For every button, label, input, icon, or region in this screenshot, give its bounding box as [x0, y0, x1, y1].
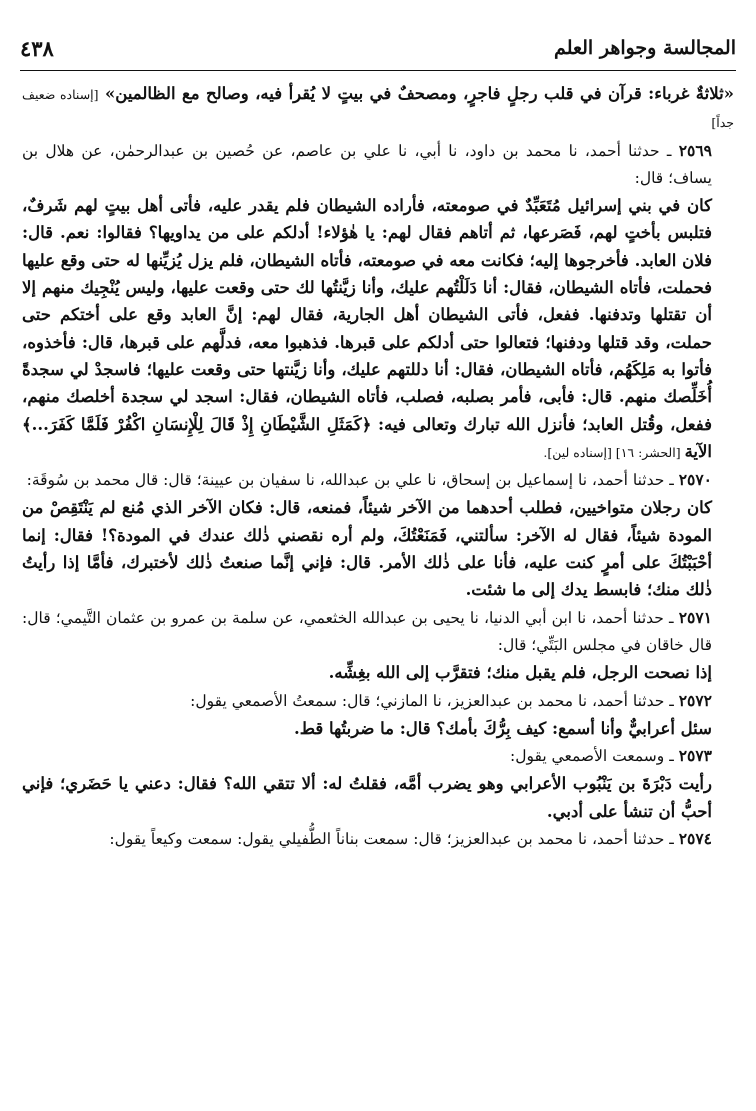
page-header: [20, 28, 736, 68]
hadith-text: سئل أعرابيٌّ وأنا أسمع: كيف بِرُّكَ بأمك؟ قال: ما ضربتُها قط.: [293, 718, 712, 738]
quote-text: «ثلاثةٌ غرباء: قرآن في قلب رجلٍ فاجرٍ، ومصحفٌ في بيتٍ لا يُقرأ فيه، وصالح مع الظالمين»: [104, 84, 734, 103]
chain-text: ـ حدثنا أحمد، نا ابن أبي الدنيا، نا يحيى بن عبدالله الخثعمي، عن سلمة بن عمرو بن عثمان التَّيمي؛ قال: قال خاقان في مجلس البَتِّي؛ قال:: [22, 608, 712, 654]
chain-text: ـ وسمعت الأصمعي يقول:: [509, 747, 679, 766]
hadith-chain: [22, 604, 734, 660]
hadith-chain: [22, 742, 734, 770]
hadith-number: ٢٥٦٩: [678, 140, 712, 160]
chain-text: ـ حدثنا أحمد، نا محمد بن داود، نا أبي، نا علي بن عاصم، عن حُصين بن عبدالرحمٰن، عن هلال بن يساف؛ قال:: [22, 141, 712, 187]
hadith-number: ٢٥٧٣: [678, 746, 712, 766]
hadith-text: كان رجلان متواخيين، فطلب أحدهما من الآخر شيئاً، فمنعه، قال: فكان الآخر الذي مُنع لم يَنْتَقِصْ من المودة شيئاً، فقال له الآخر: سألتني، فَمَنَعْتُكَ، ولم أره نقصني ذٰلك عندك في المودة؟! فقال: إنما أحْبَبْتُكَ على أمرٍ كنت عليه، فأنا على ذٰلك الأمر. قال: فإني إنَّما صنعتُ ذٰلك لأختبرك، فأمَّا إذا رأيتُ ذٰلك منك؛ فابسط يدك إلى ما شئت.: [22, 498, 712, 600]
header-divider: [20, 70, 736, 71]
hadith-text: [22, 80, 734, 137]
hadith-number: ٢٥٧٢: [678, 690, 712, 710]
hadith-chain: [22, 825, 734, 853]
hadith-chain: [22, 466, 734, 494]
hadith-number: ٢٥٧١: [678, 607, 712, 627]
chain-text: ـ حدثنا أحمد، نا محمد بن عبدالعزيز، نا المازني؛ قال: سمعتُ الأصمعي يقول:: [190, 691, 679, 710]
chain-text: ـ حدثنا أحمد، نا إسماعيل بن إسحاق، نا علي بن عبدالله، نا سفيان بن عيينة؛ قال: قال محمد بن سُوقَة:: [26, 471, 679, 490]
hadith-text: رأيت دَبْرَةَ بن يَنْبُوب الأعرابي وهو يضرب أمَّه، فقلتُ له: ألا تتقي الله؟ فقال: دعني يا حَضَري؛ فإني أحبُّ أن تنشأ على أدبي.: [22, 774, 712, 821]
chain-text: ـ حدثنا أحمد، نا محمد بن عبدالعزيز؛ قال: سمعت بناناً الطُّفيلي يقول: سمعت وكيعاً يقول:: [109, 830, 679, 849]
page-number: ٤٣٨: [20, 35, 54, 61]
hadith-chain: [22, 137, 734, 193]
isnad-grade: [إسناده ضعيف جداً]: [22, 87, 734, 131]
hadith-text: إذا نصحت الرجل، فلم يقبل منك؛ فتقرَّب إلى الله بغِشِّه.: [328, 663, 712, 683]
book-title: المجالسة وجواهر العلم: [554, 37, 736, 59]
hadith-number: ٢٥٧٠: [678, 470, 712, 490]
verse-reference: [الحشر: ١٦] [إسناده لين].: [543, 444, 685, 460]
hadith-chain: [22, 687, 734, 715]
narration-text: كان في بني إسرائيل مُتَعَبِّدٌ في صومعته، فأراده الشيطان فلم يقدر عليه، فأتى أهل بيتٍ لهم شَرفٌ، فتلبس بأختٍ لهم، فَصَرعها، ثم أتاهم فقال لهم: يا هٰؤلاء! أدلكم على من يداويها؟ فقالوا: نعم. قال: فلان العابد. فأخرجوها إليه؛ فكانت معه في صومعته، فأتاه الشيطان، فلم يزل يُزيِّنها له حتى وقع عليها فحملت، فأتاه الشيطان، فقال: أنا دَلَلْتُهم عليك، وأنا زيَّنتُها لك حتى وقعت عليها، وليس يُنْجِيك منهم إلا أن تقتلها وتدفنها. ففعل، فأتى الشيطان أهل الجارية، فقال لهم: إنَّ العابد وقع على أختكم حتى حملت، وقد قتلها ودفنها؛ فتعالوا حتى أدلكم على قبرها. فذهبوا معه، فدلَّهم على قبرها، قال: فأخذوه، فأتوا به مَلِكَهُم، فأتاه الشيطان، فقال: أنا دللتهم عليك، وأنا زيَّنتها حتى وقعت عليها؛ فاسجدْ لي سجدةً أُخَلِّصك منهم. قال: فأبى، فأمر بصلبه، فصلب، فأتاه الشيطان، فقال: اسجد لي سجدة أخلصك منهم، ففعل، وقُتل العابد؛ فأنزل الله تبارك وتعالى فيه: ﴿كَمَثَلِ الشَّيْطَانِ إِذْ قَالَ لِلْإِنسَانِ اكْفُرْ فَلَمَّا كَفَرَ...﴾ الآية: [22, 196, 713, 461]
hadith-text: [22, 192, 734, 466]
page-body: [22, 80, 734, 1081]
hadith-number: ٢٥٧٤: [678, 829, 712, 849]
